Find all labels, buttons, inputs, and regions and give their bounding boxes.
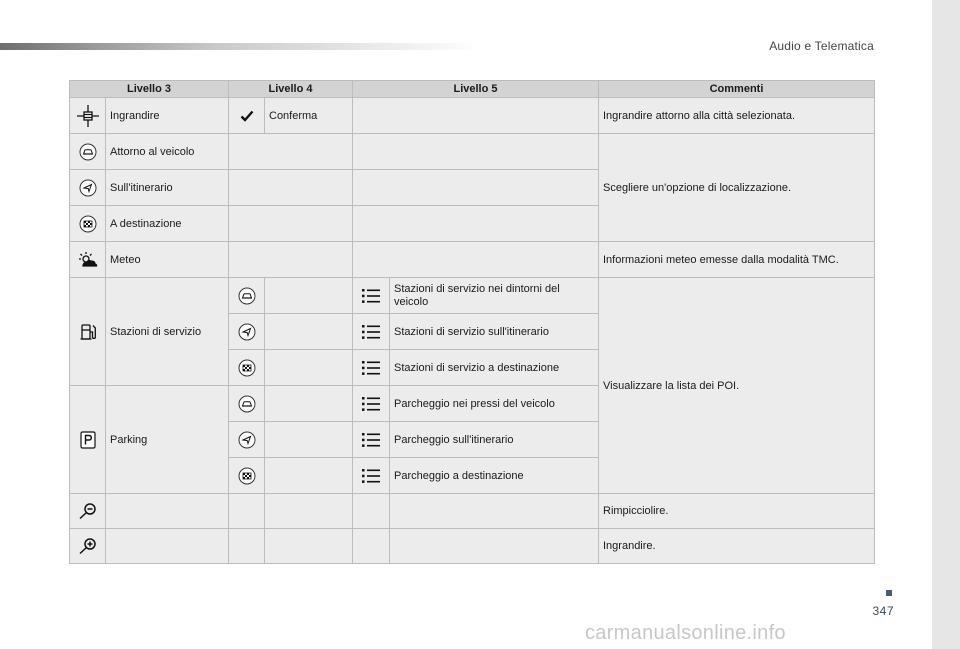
page-number: 347 <box>872 604 894 618</box>
table-row <box>70 529 875 564</box>
comment-cell: Ingrandire attorno alla città selezionata. <box>599 98 875 134</box>
page-side-tab <box>932 0 960 649</box>
page-marker <box>886 590 892 596</box>
list-icon[interactable] <box>362 289 380 303</box>
table-row <box>70 134 875 170</box>
table-header-row <box>70 81 875 98</box>
comment-cell: Scegliere un'opzione di localizzazione. <box>599 134 875 242</box>
header-level-3: Livello 3 <box>70 81 229 98</box>
level3-label: Stazioni di servizio <box>106 278 229 386</box>
watermark: carmanualsonline.info <box>585 622 786 644</box>
level3-label: Attorno al veicolo <box>106 134 229 170</box>
check-icon[interactable] <box>240 109 254 123</box>
weather-icon[interactable] <box>77 251 99 269</box>
list-icon[interactable] <box>362 469 380 483</box>
header-comments: Commenti <box>599 81 875 98</box>
comment-cell: Ingrandire. <box>599 529 875 564</box>
zoom-out-icon[interactable] <box>78 502 98 520</box>
header-level-4: Livello 4 <box>229 81 353 98</box>
list-icon[interactable] <box>362 325 380 339</box>
comment-cell: Informazioni meteo emesse dalla modalità TMC. <box>599 242 875 278</box>
header-level-5: Livello 5 <box>353 81 599 98</box>
car-icon[interactable] <box>238 395 256 413</box>
checkered-flag-icon[interactable] <box>238 359 256 377</box>
navigate-arrow-icon[interactable] <box>79 179 97 197</box>
table-row <box>70 278 875 314</box>
comment-cell: Rimpicciolire. <box>599 494 875 529</box>
level3-label: Meteo <box>106 242 229 278</box>
navigate-arrow-icon[interactable] <box>238 431 256 449</box>
fuel-pump-icon[interactable] <box>79 322 97 342</box>
section-title: Audio e Telematica <box>769 39 874 53</box>
level4-label: Conferma <box>265 98 353 134</box>
level3-label: Sull'itinerario <box>106 170 229 206</box>
comment-cell: Visualizzare la lista dei POI. <box>599 278 875 494</box>
level3-label: Parking <box>106 386 229 494</box>
table-row <box>70 98 875 134</box>
list-icon[interactable] <box>362 397 380 411</box>
level5-label: Stazioni di servizio sull'itinerario <box>390 314 599 350</box>
level5-label: Stazioni di servizio nei dintorni del veicolo <box>390 278 599 314</box>
header-gradient-bar <box>0 43 480 50</box>
parking-icon[interactable] <box>80 431 96 449</box>
level5-label: Parcheggio sull'itinerario <box>390 422 599 458</box>
list-icon[interactable] <box>362 361 380 375</box>
table-row <box>70 494 875 529</box>
list-icon[interactable] <box>362 433 380 447</box>
crosshair-icon[interactable] <box>76 104 100 128</box>
level3-label: A destinazione <box>106 206 229 242</box>
checkered-flag-icon[interactable] <box>238 467 256 485</box>
navigate-arrow-icon[interactable] <box>238 323 256 341</box>
menu-table <box>69 80 875 564</box>
car-icon[interactable] <box>79 143 97 161</box>
car-icon[interactable] <box>238 287 256 305</box>
zoom-in-icon[interactable] <box>78 537 98 555</box>
checkered-flag-icon[interactable] <box>79 215 97 233</box>
table-row <box>70 242 875 278</box>
level5-label: Stazioni di servizio a destinazione <box>390 350 599 386</box>
level5-label: Parcheggio nei pressi del veicolo <box>390 386 599 422</box>
level5-label: Parcheggio a destinazione <box>390 458 599 494</box>
level3-label: Ingrandire <box>106 98 229 134</box>
